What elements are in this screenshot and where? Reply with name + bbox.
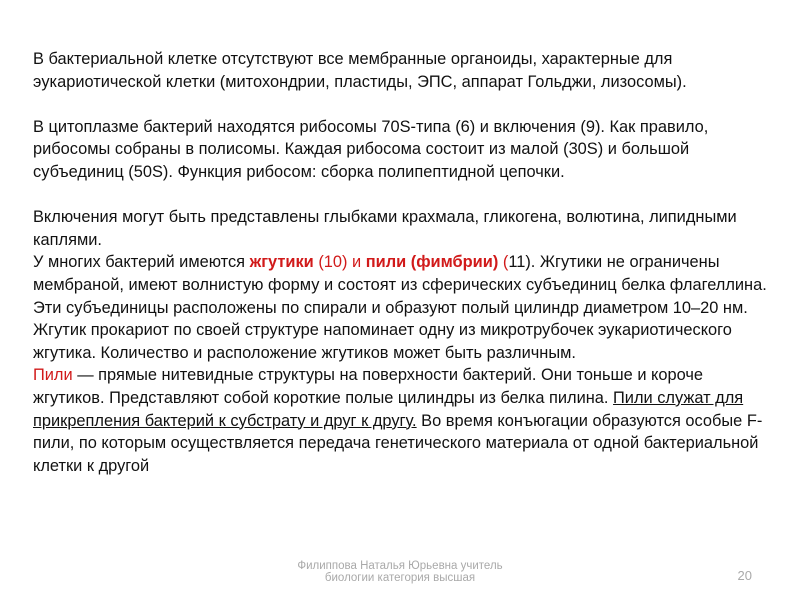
- flagella-term: жгутики: [249, 253, 314, 272]
- flagella-conjunction: и: [347, 253, 366, 272]
- paragraph-flagella: [33, 251, 778, 364]
- footer-author: [270, 560, 530, 584]
- paragraph-pili: [33, 364, 778, 477]
- pili-heading-term: Пили: [33, 366, 73, 385]
- paragraph-gap: [33, 93, 778, 116]
- footer-author-line1: Филиппова Наталья Юрьевна учитель: [297, 560, 503, 572]
- paragraph-ribosomes: В цитоплазме бактерий находятся рибосомы 70S-типа (6) и включения (9). Как правило, рибосомы собраны в полисомы. Каждая рибосома состоит из малой (30S) и большой субъединиц (50S). Функция рибосом: сборка полипептидной цепочки.: [33, 117, 709, 181]
- page-number: 20: [737, 568, 752, 583]
- flagella-number: (10): [313, 253, 348, 272]
- flagella-description: 11). Жгутики не ограничены мембраной, имеют волнистую форму и состоят из сферических субъединиц белка флагеллина. Эти субъединицы расположены по спирали и образуют полый цилиндр диаметром 10–20 нм. Жгутик прокариот по своей структуре напоминает одну из микротрубочек эукариотического жгутика. Количество и расположение жгутиков может быть различным.: [33, 253, 767, 362]
- pili-function-underlined: Пили служат для прикрепления бактерий к субстрату и друг к другу.: [33, 388, 744, 430]
- pili-number-open: (: [498, 253, 509, 272]
- slide-footer: [0, 560, 800, 600]
- flagella-prefix: У многих бактерий имеются: [33, 253, 250, 272]
- paragraph-inclusions: Включения могут быть представлены глыбками крахмала, гликогена, волютина, липидными каплями.: [33, 208, 737, 249]
- paragraph-gap: [33, 184, 778, 207]
- footer-author-line2: биологии категория высшая: [324, 572, 476, 584]
- slide-body: [33, 48, 778, 477]
- pili-term: пили (фимбрии): [365, 253, 499, 272]
- pili-description: — прямые нитевидные структуры на поверхности бактерий. Они тоньше и короче жгутиков. Представляют собой короткие полые цилиндры из белка пилина.: [33, 366, 704, 407]
- paragraph-no-organelles: В бактериальной клетке отсутствуют все мембранные органоиды, характерные для эукариотической клетки (митохондрии, пластиды, ЭПС, аппарат Гольджи, лизосомы).: [33, 50, 687, 91]
- pili-conjugation: Во время конъюгации образуются особые F-пили, по которым осуществляется передача генетического материала от одной бактериальной клетки к другой: [33, 411, 763, 475]
